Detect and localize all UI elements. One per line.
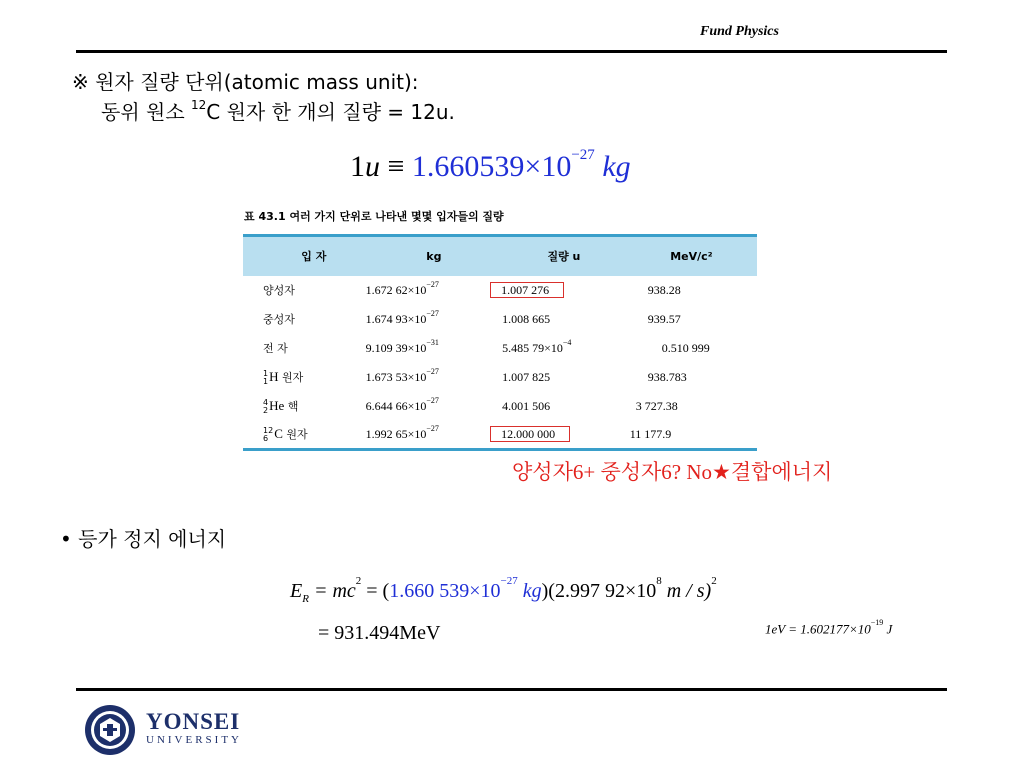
header-mev: MeV/c² — [670, 249, 713, 263]
rest-energy-equation — [290, 575, 717, 605]
isotope-notation — [263, 399, 268, 415]
logo-line1: YONSEI — [146, 709, 241, 734]
cell-mev: 11 177.9 — [629, 426, 672, 441]
cell-particle — [243, 363, 366, 392]
header-particle: 입 자 — [301, 250, 327, 264]
kg-mantissa: 9.109 39×10 — [365, 341, 427, 355]
bottom-divider — [76, 688, 947, 691]
cell-particle — [243, 392, 366, 421]
cell-kg — [366, 392, 503, 421]
kg-exp: −31 — [426, 338, 439, 347]
table-caption-text: 여러 가지 단위로 나타낸 몇몇 입자들의 질량 — [285, 210, 504, 223]
eq2-mc: = mc — [308, 580, 356, 602]
table-row — [243, 334, 757, 363]
cell-kg — [366, 363, 503, 392]
eq2-c: )(2.997 92×10 — [541, 580, 657, 602]
amu-definition-heading: ※ 원자 질량 단위(atomic mass unit): — [72, 70, 419, 94]
eq2-e: E — [290, 580, 303, 602]
cell-mev: 3 727.38 — [635, 398, 678, 413]
particle-kind: 원자 — [282, 427, 308, 441]
course-title: Fund Physics — [700, 24, 779, 39]
logo-line2: UNIVERSITY — [146, 734, 242, 746]
cell-kg — [366, 276, 503, 305]
cell-mev: 0.510 999 — [661, 340, 710, 355]
particle-kind: 원자 — [278, 370, 304, 384]
amu-definition-text — [101, 96, 455, 125]
cell-u — [502, 334, 626, 363]
rest-energy-result: = 931.494MeV — [318, 622, 441, 644]
eq1-unit: u — [365, 150, 380, 183]
element-symbol: C — [274, 425, 283, 441]
top-divider — [76, 50, 947, 53]
cell-kg — [366, 305, 503, 334]
isotope-notation — [263, 427, 273, 443]
table-header-row — [243, 236, 757, 276]
ev-conversion — [765, 618, 893, 637]
kg-mantissa: 1.674 93×10 — [365, 312, 427, 326]
kg-exp: −27 — [426, 396, 439, 405]
mass-number: 12 — [263, 425, 274, 435]
cell-particle — [243, 421, 366, 450]
header-u: 질량 u — [547, 250, 581, 264]
eq2-blue-exp: −27 — [500, 575, 518, 588]
eq2-blue-kg: kg — [517, 580, 542, 602]
cell-u: 4.001 506 — [502, 398, 551, 413]
def-prefix: 동위 원소 — [101, 100, 191, 124]
cell-particle: 중성자 — [263, 313, 295, 326]
table-row — [243, 392, 757, 421]
table-row — [243, 305, 757, 334]
element-symbol: He — [269, 397, 285, 413]
mass-number: 1 — [263, 368, 269, 378]
table-row — [243, 276, 757, 305]
def-rest: C 원자 한 개의 질량 = 12u. — [206, 100, 455, 124]
kg-mantissa: 1.673 53×10 — [365, 370, 427, 384]
kg-exp: −27 — [426, 367, 439, 376]
highlight-box: 1.007 276 — [490, 282, 564, 298]
header-kg: kg — [426, 249, 442, 263]
eq2-sub: R — [302, 593, 309, 605]
kg-exp: −27 — [426, 280, 439, 289]
table-caption-number: 표 43.1 — [244, 210, 286, 223]
table-caption — [244, 208, 504, 224]
kg-mantissa: 1.992 65×10 — [365, 427, 427, 442]
eq3-text: 1eV = 1.602177×10 — [765, 621, 871, 637]
cell-u — [502, 421, 626, 450]
u-exp: −4 — [562, 338, 572, 347]
def-sup: 12 — [191, 98, 207, 113]
eq2-sq: 2 — [355, 575, 362, 588]
atomic-number: 1 — [263, 376, 269, 386]
kg-mantissa: 6.644 66×10 — [365, 399, 427, 413]
eq1-exponent: −27 — [571, 147, 595, 163]
cell-kg — [366, 334, 503, 363]
cell-particle: 전 자 — [263, 342, 288, 355]
atomic-number: 6 — [263, 433, 269, 443]
particle-kind: 핵 — [284, 399, 299, 413]
table-row — [243, 363, 757, 392]
eq1-lhs: 1 — [350, 150, 365, 183]
eq1-mantissa: 1.660539×10 — [411, 150, 572, 183]
u-mantissa: 5.485 79×10 — [502, 341, 563, 355]
kg-exp: −27 — [426, 424, 439, 434]
cell-kg — [366, 421, 503, 450]
table-row — [243, 421, 757, 450]
kg-mantissa: 1.672 62×10 — [365, 283, 427, 297]
eq3-unit: J — [883, 621, 893, 637]
kg-exp: −27 — [426, 309, 439, 318]
eq2-blue-mantissa: 1.660 539×10 — [389, 580, 501, 602]
highlight-box: 12.000 000 — [490, 426, 570, 442]
eq1-kg: kg — [594, 150, 631, 183]
mass-number: 4 — [263, 397, 269, 407]
amu-equation — [350, 147, 631, 184]
cell-u — [502, 276, 626, 305]
cell-u: 1.008 665 — [502, 311, 551, 326]
university-logo-text — [146, 710, 242, 746]
eq1-equiv: ≡ — [380, 150, 412, 183]
eq2-sq2: 2 — [711, 575, 717, 588]
cell-mev: 939.57 — [647, 311, 681, 326]
cell-particle: 양성자 — [263, 284, 295, 297]
eq2-open: = ( — [361, 580, 390, 602]
eq2-ms: m / s) — [661, 580, 712, 602]
binding-energy-note: 양성자6+ 중성자6? No★결합에너지 — [512, 460, 833, 484]
cell-mev: 938.783 — [647, 369, 687, 384]
atomic-number: 2 — [263, 405, 269, 415]
rest-energy-bullet: • 등가 정지 에너지 — [60, 527, 227, 551]
cell-u: 1.007 825 — [502, 369, 551, 384]
eq2-exp8: 8 — [656, 575, 662, 588]
particle-mass-table — [243, 234, 757, 451]
cell-mev: 938.28 — [647, 282, 681, 297]
yonsei-seal-icon — [84, 704, 136, 756]
element-symbol: H — [269, 368, 279, 384]
isotope-notation — [263, 370, 268, 386]
eq3-exp: −19 — [870, 618, 884, 627]
